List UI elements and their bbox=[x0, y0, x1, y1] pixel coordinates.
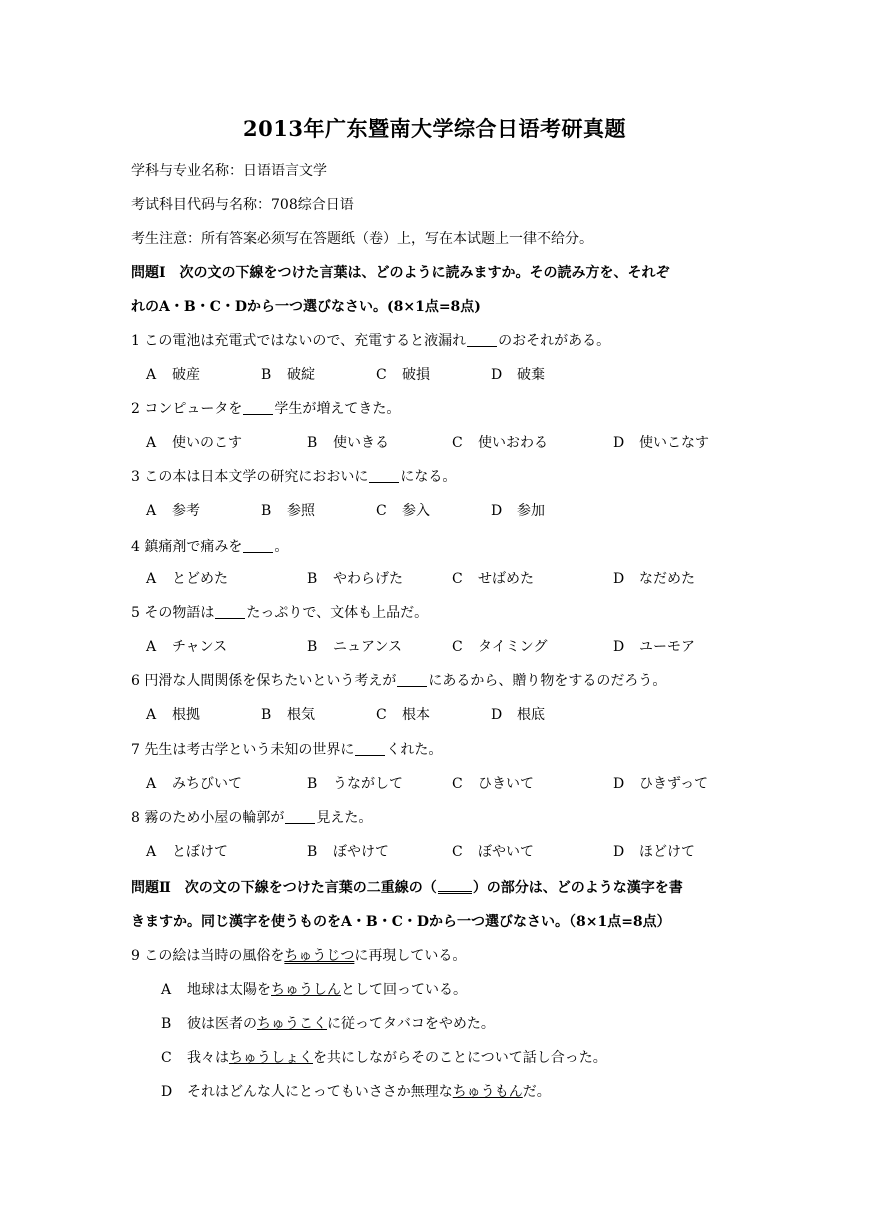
underlined-word: ちゅうこく bbox=[257, 1016, 327, 1032]
answer-blank bbox=[215, 604, 245, 619]
option-c: C 破損 bbox=[376, 367, 430, 383]
question-3 bbox=[131, 466, 456, 486]
double-underlined-word: ちゅうじつ bbox=[284, 948, 355, 964]
option-a: A チャンス bbox=[146, 639, 228, 655]
question-text: 7 先生は考古学という未知の世界に bbox=[131, 742, 355, 758]
question-text: 8 霧のため小屋の輪郭が bbox=[131, 810, 285, 826]
option-a: A 参考 bbox=[146, 503, 200, 519]
question-text: 2 コンピュータを bbox=[131, 401, 243, 417]
option-c: C せばめた bbox=[452, 571, 534, 587]
option-c: C 使いおわる bbox=[452, 435, 548, 451]
option-a: A みちびいて bbox=[146, 776, 242, 792]
option-d: D 根底 bbox=[491, 707, 545, 723]
question-text: 5 その物語は bbox=[131, 605, 215, 621]
question-7 bbox=[131, 739, 442, 759]
option-c: C 参入 bbox=[376, 503, 430, 519]
option-d: D ひきずって bbox=[613, 776, 709, 792]
option-b: B うながして bbox=[307, 776, 403, 792]
option-d: D ほどけて bbox=[613, 844, 695, 860]
answer-blank bbox=[243, 400, 273, 415]
question-8 bbox=[131, 807, 372, 827]
option-b: B 使いきる bbox=[307, 435, 389, 451]
underlined-word: ちゅうもん bbox=[452, 1084, 523, 1100]
option-b: B 根気 bbox=[261, 707, 315, 723]
question-text: 6 円滑な人間関係を保ちたいという考えが bbox=[131, 673, 397, 689]
question-text: たっぷりで、文体も上品だ。 bbox=[246, 605, 429, 621]
answer-blank bbox=[397, 672, 427, 687]
question-9-option-b: B 彼は医者のちゅうこくに従ってタバコをやめた。 bbox=[161, 1016, 495, 1032]
option-c: C ひきいて bbox=[452, 776, 534, 792]
notice-line: 考生注意：所有答案必须写在答题纸（卷）上，写在本试题上一律不给分。 bbox=[131, 231, 593, 247]
answer-blank bbox=[467, 332, 497, 347]
question-text: くれた。 bbox=[386, 742, 443, 758]
underlined-word: ちゅうしょく bbox=[229, 1050, 313, 1066]
option-b: B ニュアンス bbox=[307, 639, 403, 655]
question-text: 。 bbox=[274, 539, 289, 555]
double-underline-blank bbox=[438, 877, 472, 894]
option-c: C タイミング bbox=[452, 639, 548, 655]
option-d: D 参加 bbox=[491, 503, 545, 519]
section2-instruction-cont: きますか。同じ漢字を使うものをA・B・C・Dから一つ選びなさい。（8×1点=8点） bbox=[131, 914, 671, 930]
section1-instruction-cont: れのA・B・C・Dから一つ選びなさい。(8×1点=8点) bbox=[131, 299, 481, 315]
question-9: 9 この絵は当時の風俗をちゅうじつに再現している。 bbox=[131, 948, 467, 964]
question-text: 4 鎮痛剤で痛みを bbox=[131, 539, 243, 555]
question-text: になる。 bbox=[400, 469, 457, 485]
option-d: D 破棄 bbox=[491, 367, 545, 383]
option-b: B やわらげた bbox=[307, 571, 403, 587]
answer-blank bbox=[369, 468, 399, 483]
subject-line: 学科与专业名称：日语语言文学 bbox=[131, 163, 327, 179]
question-text: にあるから、贈り物をするのだろう。 bbox=[428, 673, 667, 689]
question-text: 1 この電池は充電式ではないので、充電すると液漏れ bbox=[131, 333, 467, 349]
question-4 bbox=[131, 536, 288, 556]
question-text: のおそれがある。 bbox=[498, 333, 611, 349]
option-b: B 参照 bbox=[261, 503, 315, 519]
question-1 bbox=[131, 330, 610, 350]
option-a: A 破産 bbox=[146, 367, 200, 383]
answer-blank bbox=[285, 809, 315, 824]
underlined-word: ちゅうしん bbox=[271, 982, 341, 998]
answer-blank bbox=[243, 538, 273, 553]
option-a: A 根拠 bbox=[146, 707, 200, 723]
option-d: D 使いこなす bbox=[613, 435, 709, 451]
option-a: A とぼけて bbox=[146, 844, 228, 860]
question-text: 学生が増えてきた。 bbox=[274, 401, 401, 417]
question-9-option-c: C 我々はちゅうしょくを共にしながらそのことについて話し合った。 bbox=[161, 1050, 607, 1066]
question-5 bbox=[131, 602, 428, 622]
option-b: B ぼやけて bbox=[307, 844, 389, 860]
option-a: A とどめた bbox=[146, 571, 228, 587]
question-9-option-d: D それはどんな人にとってもいささか無理なちゅうもんだ。 bbox=[161, 1084, 551, 1100]
option-a: A 使いのこす bbox=[146, 435, 242, 451]
section1-instruction: 問題Ⅰ 次の文の下線をつけた言葉は、どのように読みますか。その読み方を、それぞ bbox=[131, 265, 670, 281]
option-c: C ぼやいて bbox=[452, 844, 534, 860]
code-line: 考试科目代码与名称：708综合日语 bbox=[131, 197, 354, 213]
option-c: C 根本 bbox=[376, 707, 430, 723]
page-title: 2013年广东暨南大学综合日语考研真题 bbox=[243, 116, 626, 141]
option-b: B 破綻 bbox=[261, 367, 315, 383]
option-d: D なだめた bbox=[613, 571, 695, 587]
option-d: D ユーモア bbox=[613, 639, 695, 655]
question-9-option-a: A 地球は太陽をちゅうしんとして回っている。 bbox=[161, 982, 467, 998]
question-6 bbox=[131, 670, 666, 690]
question-2 bbox=[131, 398, 400, 418]
question-text: 見えた。 bbox=[316, 810, 373, 826]
question-text: 3 この本は日本文学の研究におおいに bbox=[131, 469, 369, 485]
answer-blank bbox=[355, 741, 385, 756]
section2-instruction: 問題Ⅱ 次の文の下線をつけた言葉の二重線の（ ）の部分は、どのような漢字を書 bbox=[131, 877, 683, 897]
